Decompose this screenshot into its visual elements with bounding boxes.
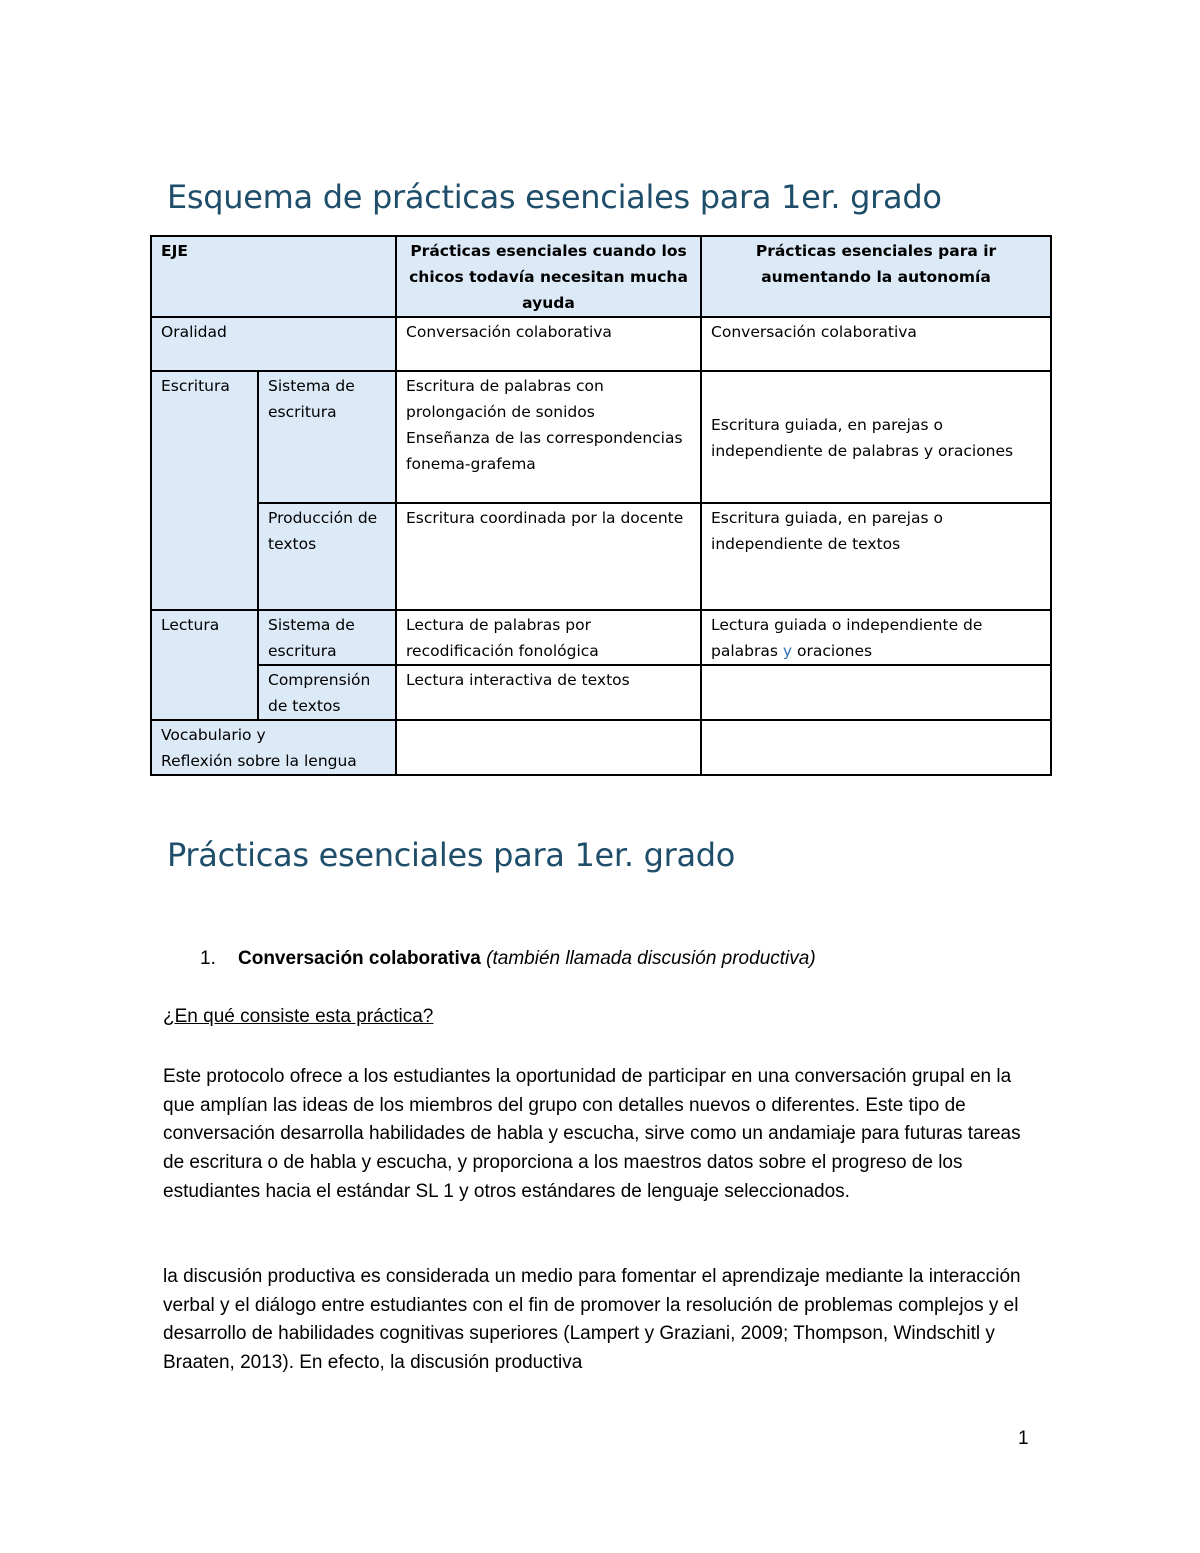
sub-lectura-comprension: Comprensión de textos: [258, 665, 396, 720]
list-item: [200, 948, 816, 970]
vocabulario-col2: [701, 720, 1051, 775]
table-row-oralidad: [151, 317, 1051, 371]
page-number: 1: [1018, 1428, 1029, 1449]
sub-lectura-sistema: Sistema de escritura: [258, 610, 396, 665]
sub-escritura-sistema: Sistema de escritura: [258, 371, 396, 503]
table-row-escritura-sistema: [151, 371, 1051, 503]
table-header-row: [151, 236, 1051, 317]
list-item-number: 1.: [200, 948, 216, 969]
escritura-sistema-col1: [396, 371, 701, 503]
vocabulario-col1: [396, 720, 701, 775]
eje-vocabulario: [151, 720, 396, 775]
paragraph-2: la discusión productiva es considerada un medio para fomentar el aprendizaje mediante la interacción verbal y el diálogo entre estudiantes con el fin de promover la resolución de problemas complejos y el desarrollo de habilidades cognitivas superiores (Lampert y Graziani, 2009; Thompson, Windschitl y Braaten, 2013). En efecto, la discusión productiva: [163, 1266, 1021, 1374]
escritura-sistema-col1-line-b: Enseñanza de las correspondencias fonema-grafema: [406, 429, 683, 473]
lectura-comprension-col2: [701, 665, 1051, 720]
lectura-comprension-col1: Lectura interactiva de textos: [396, 665, 701, 720]
list-item-subtitle: (también llamada discusión productiva): [486, 948, 816, 969]
eje-vocabulario-line-a: Vocabulario y: [161, 726, 266, 744]
eje-escritura: Escritura: [151, 371, 258, 610]
paragraph-1: Este protocolo ofrece a los estudiantes la oportunidad de participar en una conversación grupal en la que amplían las ideas de los miembros del grupo con detalles nuevos o diferentes. Este tipo de conversación desarrolla habilidades de habla y escucha, sirve como un andamiaje para futuras tareas de escritura o de habla y escucha, y proporciona a los maestros datos sobre el progreso de los estudiantes hacia el estándar SL 1 y otros estándares de lenguaje seleccionados.: [163, 1066, 1021, 1202]
practices-schema-table: [150, 235, 1052, 776]
sub-escritura-produccion: Producción de textos: [258, 503, 396, 610]
escritura-produccion-col2: Escritura guiada, en parejas o independiente de textos: [701, 503, 1051, 610]
escritura-sistema-col2: Escritura guiada, en parejas o independiente de palabras y oraciones: [701, 371, 1051, 503]
section-title: Prácticas esenciales para 1er. grado: [167, 836, 736, 874]
question-heading: ¿En qué consiste esta práctica?: [163, 1006, 434, 1027]
escritura-produccion-col1: Escritura coordinada por la docente: [396, 503, 701, 610]
header-mucha-ayuda: Prácticas esenciales cuando los chicos todavía necesitan mucha ayuda: [396, 236, 701, 317]
lectura-sistema-col2-y: y: [782, 642, 793, 660]
lectura-sistema-col2-text-a: Lectura guiada o independiente de palabras: [711, 616, 983, 660]
lectura-sistema-col1: Lectura de palabras por recodificación fonológica: [396, 610, 701, 665]
table-row-lectura-comprension: [151, 665, 1051, 720]
table-row-vocabulario: [151, 720, 1051, 775]
eje-oralidad: Oralidad: [151, 317, 396, 371]
table-row-lectura-sistema: [151, 610, 1051, 665]
lectura-sistema-col2: [701, 610, 1051, 665]
eje-vocabulario-line-b: Reflexión sobre la lengua: [161, 752, 357, 770]
oralidad-col1: Conversación colaborativa: [396, 317, 701, 371]
table-row-escritura-produccion: [151, 503, 1051, 610]
eje-lectura: Lectura: [151, 610, 258, 720]
list-item-title: Conversación colaborativa: [238, 948, 481, 969]
page-title: Esquema de prácticas esenciales para 1er. grado: [167, 178, 942, 216]
oralidad-col2: Conversación colaborativa: [701, 317, 1051, 371]
lectura-sistema-col2-text-b: oraciones: [797, 642, 873, 660]
header-autonomia: Prácticas esenciales para ir aumentando la autonomía: [701, 236, 1051, 317]
escritura-sistema-col1-line-a: Escritura de palabras con prolongación de sonidos: [406, 377, 604, 421]
header-eje: EJE: [151, 236, 396, 317]
